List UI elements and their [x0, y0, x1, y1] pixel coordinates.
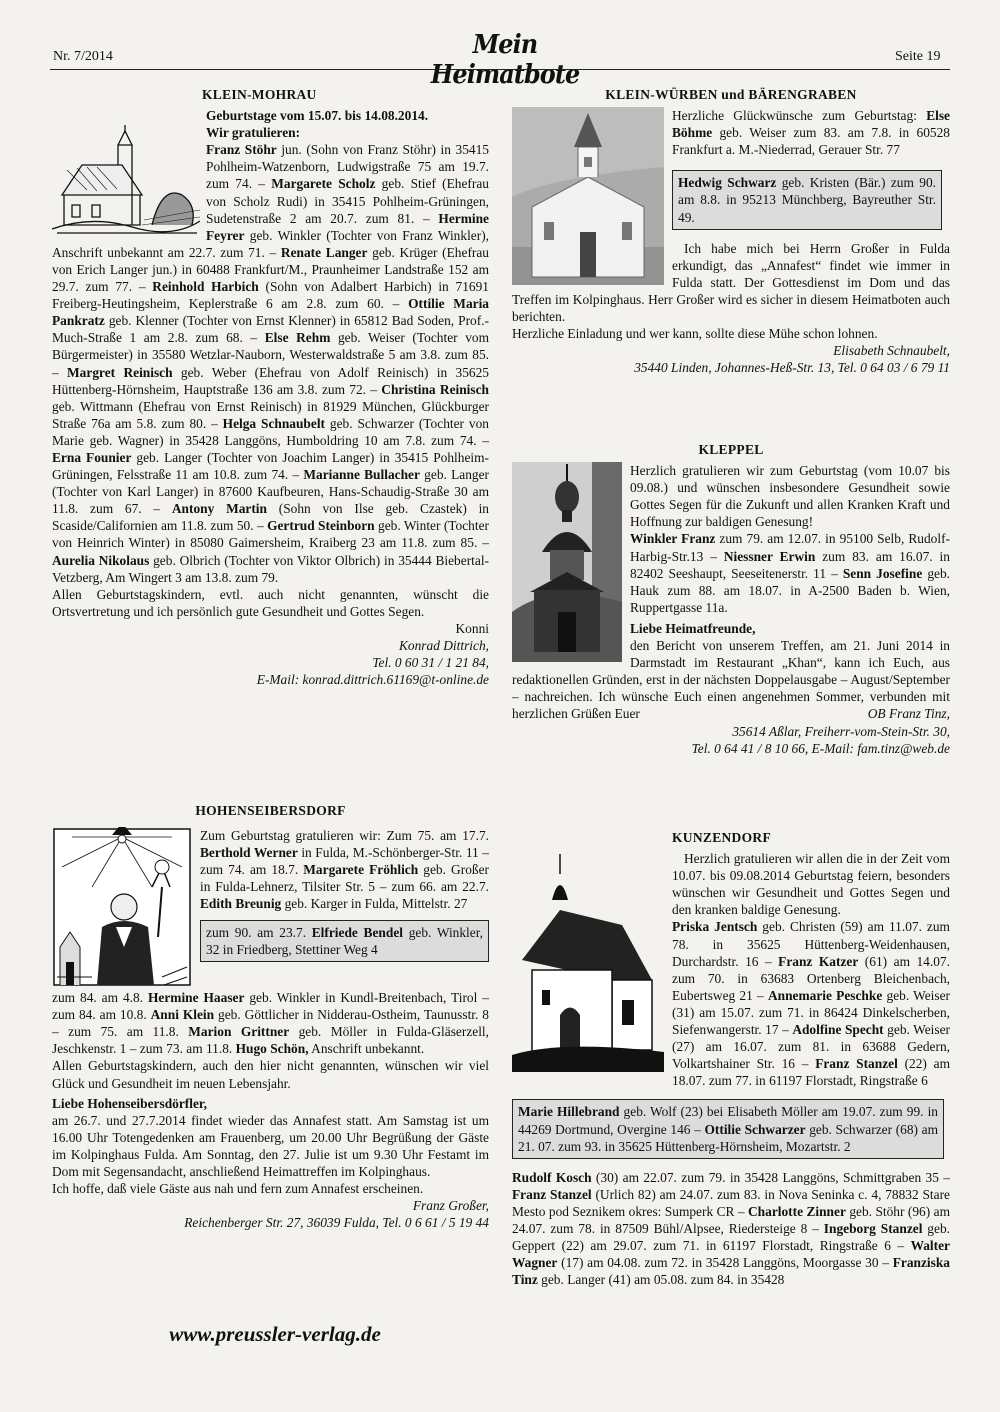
section-title: KLEPPEL	[698, 442, 764, 457]
author-address: 35614 Aßlar, Freiherr-vom-Stein-Str. 30,	[732, 723, 950, 739]
page-number: Seite 19	[895, 49, 941, 64]
publisher-url[interactable]: www.preussler-verlag.de	[169, 1322, 381, 1346]
person-name: Else Rehm	[264, 330, 331, 346]
birthday-list: Franz Stöhr jun. (Sohn von Franz Stöhr) in 35415 Pohlheim-Watzenborn, Ludwigstraße 75 am 19.7. zum 74. – Margarete Scholz geb. Stief (Ehefrau von Scholz Rudi) in 35415 Pohlheim-Grüningen, Sudetenstraße 2 am 20.7. zum 81. – Hermine Feyrer geb. Winkler (Tochter von Franz Winkler), Anschrift unbekannt am 22.7. zum 71. – Renate Langer geb. Krüger (Ehefrau von Erich Langer jun.) in 60488 Frankfurt/M., Praunheimer Landstraße 152 am 29.7. zum 77. – Reinhold Harbich (Sohn von Adalbert Harbich) in 71691 Freiberg-Heutingsheim, Keplerstraße 6 am 2.8. zum 60. – Ottilie Maria Pankratz geb. Klenner (Tochter von Ernst Klenner) in 65812 Bad Soden, Prof.-Much-Straße 1 am 2.8. zum 68. – Else Rehm geb. Weiser (Tochter vom Bürgermeister) in 35580 Wetzlar-Nauborn, Westerwaldstraße 5 am 3.8. zum 85. – Margret Reinisch geb. Weber (Ehefrau von Adolf Reinisch) in 35625 Hüttenberg-Hörnsheim, Hauptstraße 136 am 3.8. zum 72. – Christina Reinisch geb. Wittmann (Ehefrau von Ernst Reinisch) in 81929 München, Glückburger Straße 76a am 5.8. zum 80. – Helga Schnaubelt geb. Schwarzer (Tochter von Marie geb. Wagner) in 35428 Langgöns, Humboldring 10 am 7.8. zum 74. – Erna Founier geb. Langer (Tochter von Joachim Langer) in 35415 Pohlheim-Grüningen, Felsstraße 11 am 10.8. zum 74. – Marianne Bullacher geb. Langer (Tochter von Karl Langer) in 87600 Kaufbeuren, Hans-Schaudig-Straße 30 am 11.8. zum 67. – Antony Martin (Sohn von Ilse geb. Czastek) in Scaside/Californien am 11.8. zum 50. – Gertrud Steinborn geb. Winter (Tochter von Heinrich Winter) in 85080 Gaimersheim, Kraiberg 23 am 11.8. zum 85. – Aurelia Nikolaus geb. Olbrich (Tochter von Viktor Olbrich) in 35444 Biebertal-Vetzberg, Am Wingert 3 am 13.8. zum 79.	[52, 142, 490, 585]
person-name: Hermine Feyrer	[206, 210, 489, 243]
person-name: Margret Reinisch	[67, 364, 173, 380]
person-name: Erna Founier	[52, 449, 132, 465]
invite-text: Herzliche Einladung und wer kann, sollte diese Mühe schon lohnen.	[512, 326, 878, 342]
birthday-range: Geburtstage vom 15.07. bis 14.08.2014.	[206, 108, 429, 124]
person-name: Renate Langer	[280, 244, 368, 260]
person-name: Hedwig Schwarz	[678, 175, 777, 191]
person-name: Niessner Erwin	[723, 548, 816, 564]
body-text: am 26.7. und 27.7.2014 findet wieder das Annafest statt. Am Samstag ist um 16.00 Uhr Totengedenken am Frauenberg, um 20.00 Uhr Begrüßung der Gäste im Kolpinghaus Fulda. Am Sonntag, den 27. Julie ist um 9.30 Uhr Festamt im Dom mit Segensandacht, anschließend Heimattreffen im Kolpinghaus.	[52, 1112, 489, 1180]
section-title: KUNZENDORF	[672, 830, 772, 845]
church-drawing	[512, 840, 664, 1072]
author-name: Konrad Dittrich,	[398, 638, 489, 653]
section-klein-wuerben	[512, 86, 950, 376]
person-name: Reinhold Harbich	[152, 279, 259, 295]
author-address: 35440 Linden, Johannes-Heß-Str. 13, Tel. 0 64 03 / 6 79 11	[634, 360, 950, 376]
birthday-list: Zum Geburtstag gratulieren wir: Zum 75. am 17.7. Berthold Werner in Fulda, M.-Schönberger-Str. 11 – zum 74. am 18.7. Margarete Fröhlich geb. Großer in Fulda-Lehnerz, Tilsiter Str. 5 – zum 66. am 22.7. Edith Breunig geb. Karger in Fulda, Mittelstr. 27	[200, 828, 489, 912]
congratulate-label: Wir gratulieren:	[206, 125, 301, 141]
closing-text: Allen Geburtstagskindern, auch den hier nicht genannten, wünschen wir viel Glück und Gesundheit im neuen Lebensjahr.	[52, 1058, 489, 1091]
issue-number: Nr. 7/2014	[53, 49, 113, 64]
person-name: Winkler Franz	[630, 531, 716, 547]
person-name: Marion Grittner	[188, 1024, 290, 1040]
person-name: Anni Klein	[150, 1007, 215, 1023]
chapel-photo	[512, 107, 664, 285]
section-kunzendorf	[512, 829, 950, 1288]
person-name: Franz Katzer	[778, 953, 859, 969]
person-name: Rudolf Kosch	[512, 1169, 592, 1185]
section-title: KLEIN-MOHRAU	[202, 87, 317, 102]
person-name: Annemarie Peschke	[767, 987, 883, 1003]
saint-illustration	[52, 827, 192, 987]
birthday-list: Winkler Franz zum 79. am 12.07. in 95100 Selb, Rudolf-Harbig-Str.13 – Niessner Erwin zum 83. am 16.07. in 82402 Seeshaupt, Seeseitenerstr. 11 – Senn Josefine geb. Hauk zum 88. am 18.07. in A-2500 Baden b. Wien, Ruppertgasse 11a.	[630, 531, 950, 615]
bell-tower-photo	[512, 462, 622, 662]
person-name: Priska Jentsch	[672, 919, 758, 935]
person-name: Hugo Schön,	[235, 1041, 309, 1057]
greeting: Liebe Heimatfreunde,	[630, 620, 756, 636]
person-name: Franz Stanzel	[512, 1186, 592, 1202]
church-illustration	[52, 125, 200, 235]
person-name: Charlotte Zinner	[748, 1203, 846, 1219]
person-name: Ottilie Maria Pankratz	[52, 296, 489, 329]
intro-text: Herzlich gratulieren wir allen die in der Zeit vom 10.07. bis 09.08.2014 Geburtstag feiern, besonders wünschen wir Gesundheit und Gottes Segen und den kranken baldige Genesung.	[672, 851, 950, 918]
person-name: Gertrud Steinborn	[267, 518, 375, 534]
highlight-box: Marie Hillebrand geb. Wolf (23) bei Elisabeth Möller am 19.07. zum 99. in 44269 Dortmund, Overgine 146 – Ottilie Schwarzer geb. Schwarzer (68) am 21. 07. zum 93. in 35625 Hüttenberg-Hörnsheim, Mozartstr. 2	[512, 1099, 944, 1158]
author-name: Franz Großer,	[412, 1198, 489, 1214]
birthday-list-2: zum 84. am 4.8. Hermine Haaser geb. Winkler in Kundl-Breitenbach, Tirol – zum 84. am 10.8. Anni Klein geb. Göttlicher in Nidderau-Ostheim, Taunusstr. 8 – zum 75. am 11.8. Marion Grittner geb. Möller in Fulda-Gläserzell, Jeschkenstr. 1 – zum 73. am 11.8. Hugo Schön, Anschrift unbekannt.	[52, 990, 489, 1057]
author-contact: Tel. 0 64 41 / 8 10 66, E-Mail: fam.tinz@web.de	[691, 740, 950, 756]
person-name: Franz Stöhr	[206, 142, 277, 158]
person-name: Margarete Fröhlich	[303, 862, 419, 878]
person-name: Edith Breunig	[200, 896, 282, 912]
person-name: Helga Schnaubelt	[222, 415, 326, 431]
body-text: den Bericht von unserem Treffen, am 21. Juni 2014 in Darmstadt im Restaurant „Khan“, kann ich Euch, aus redaktionellen Gründen, erst in der nächsten Doppelausgabe – August/September – nachreichen. Ich wünsche Euch einen angenehmen Sommer, verbunden mit herzlichen Grüßen Euer OB Franz Tinz,	[512, 638, 950, 722]
person-name: Antony Martin	[171, 501, 267, 517]
person-name: Berthold Werner	[200, 845, 298, 861]
person-name: Marianne Bullacher	[303, 467, 420, 483]
author-nickname: Konni	[455, 620, 489, 636]
person-name: Margarete Scholz	[271, 176, 376, 192]
highlight-box: zum 90. am 23.7. Elfriede Bendel geb. Winkler, 32 in Friedberg, Stettiner Weg 4	[200, 920, 489, 962]
greeting: Liebe Hohenseibersdörfler,	[52, 1095, 207, 1111]
masthead: Mein Heimatbote	[430, 30, 580, 90]
person-name: Hermine Haaser	[148, 990, 245, 1006]
section-kleppel	[512, 441, 950, 757]
birthday-list-2: Rudolf Kosch (30) am 22.07. zum 79. in 35428 Langgöns, Schmittgraben 35 – Franz Stanzel (Urlich 82) am 24.07. zum 83. in Nova Seninka c. 4, 78832 Stare Mesto pod Seznikem okres: Sumperk CR – Charlotte Zinner geb. Stöhr (96) am 24.07. zum 78. in 87509 Bühl/Alpsee, Riedersteige 8 – Ingeborg Stanzel geb. Geppert (22) am 29.07. zum 71. in 61197 Florstadt, Ringstraße 6 – Walter Wagner (17) am 04.08. zum 72. in 35428 Langgöns, Moorgasse 30 – Franziska Tinz geb. Langer (41) am 05.08. zum 84. in 35428	[512, 1169, 950, 1288]
highlight-box: Hedwig Schwarz geb. Kristen (Bär.) zum 90. am 8.8. in 95213 Münchberg, Bayreuther Str. 49.	[672, 170, 942, 229]
person-name: Elfriede Bendel	[311, 924, 403, 940]
header-rule	[50, 69, 950, 70]
person-name: Franziska Tinz	[512, 1255, 950, 1288]
author-address: Reichenberger Str. 27, 36039 Fulda, Tel. 0 6 61 / 5 19 44	[184, 1215, 489, 1231]
section-klein-mohrau	[52, 86, 489, 688]
person-name: Aurelia Nikolaus	[52, 552, 150, 568]
section-title: KLEIN-WÜRBEN und BÄRENGRABEN	[605, 87, 857, 102]
person-name: Walter Wagner	[512, 1238, 950, 1271]
body-text: Ich habe mich bei Herrn Großer in Fulda erkundigt, das „Annafest“ findet wie immer in Fulda statt. Der Gottesdienst im Dom und das Treffen im Kolpinghaus. Herr Großer wird es sicher in diesem Heimatboten auch berichten.	[512, 240, 950, 325]
intro-text: Herzlich gratulieren wir zum Geburtstag (vom 10.07 bis 09.08.) und wünschen insbesondere Gesundheit sowie Gottes Segen für die Zukunft und allen Kranken Kraft und Hoffnung zur baldigen Genesung!	[630, 463, 950, 530]
person-name: Senn Josefine	[842, 565, 923, 581]
person-name: Else Böhme	[672, 108, 950, 141]
person-name: Ingeborg Stanzel	[823, 1220, 923, 1236]
section-hohenseibersdorf	[52, 802, 489, 1231]
closing-text: Allen Geburtstagskindern, evtl. auch nicht genannten, wünscht die Ortsvertretung und ich persönlich gute Gesundheit und Gottes Segen.	[52, 586, 489, 619]
author-name: Elisabeth Schnaubelt,	[833, 343, 950, 359]
author-email[interactable]: E-Mail: konrad.dittrich.61169@t-online.de	[256, 672, 489, 688]
birthday-list: Herzliche Glückwünsche zum Geburtstag: Else Böhme geb. Weiser zum 83. am 7.8. in 60528 Frankfurt a. M.-Niederrad, Gerauer Str. 77	[672, 108, 950, 158]
person-name: Franz Stanzel	[815, 1056, 898, 1072]
birthday-list: Priska Jentsch geb. Christen (59) am 11.07. zum 78. in 35625 Hüttenberg-Weidenhausen, Durchardstr. 16 – Franz Katzer (61) am 14.07. zum 70. in 63683 Ortenberg Bleichenbach, Eubertsweg 21 – Annemarie Peschke geb. Weiser (31) am 15.07. zum 71. in 86424 Dinkelscherben, Siefenwangerstr. 17 – Adolfine Specht geb. Weiser (27) am 16.07. zum 81. in 63688 Gedern, Volkartshainer Str. 16 – Franz Stanzel (22) am 18.07. zum 77. in 61197 Florstadt, Ringstraße 6	[672, 919, 951, 1089]
section-title: HOHENSEIBERSDORF	[195, 803, 346, 818]
person-name: Marie Hillebrand	[518, 1104, 620, 1120]
hope-text: Ich hoffe, daß viele Gäste aus nah und fern zum Annafest erscheinen.	[52, 1181, 424, 1197]
person-name: Christina Reinisch	[381, 381, 489, 397]
person-name: Ottilie Schwarzer	[704, 1121, 806, 1137]
author-phone: Tel. 0 60 31 / 1 21 84,	[372, 655, 489, 671]
person-name: Adolfine Specht	[792, 1022, 884, 1038]
